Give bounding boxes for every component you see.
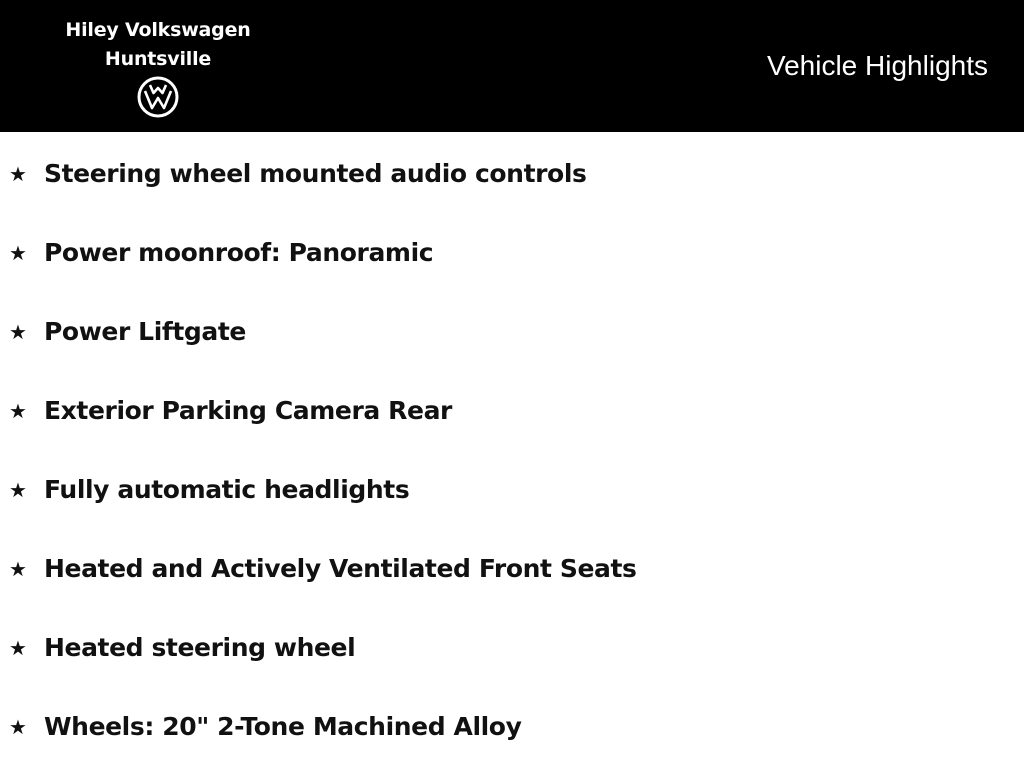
list-item xyxy=(0,371,1024,450)
star-icon: ★ xyxy=(9,556,27,581)
feature-label: Power moonroof: Panoramic xyxy=(44,237,434,267)
list-item xyxy=(0,529,1024,608)
star-icon: ★ xyxy=(9,319,27,344)
star-icon: ★ xyxy=(9,714,27,739)
star-icon: ★ xyxy=(9,635,27,660)
list-item xyxy=(0,687,1024,766)
highlights-list xyxy=(0,134,1024,766)
header-banner xyxy=(0,0,1024,132)
dealer-name xyxy=(58,16,258,74)
feature-label: Fully automatic headlights xyxy=(44,474,410,504)
star-icon: ★ xyxy=(9,477,27,502)
star-icon: ★ xyxy=(9,398,27,423)
page-title: Vehicle Highlights xyxy=(766,50,988,81)
vw-logo-icon xyxy=(137,76,179,118)
dealer-name-line1: Hiley Volkswagen xyxy=(65,19,251,41)
feature-label: Heated steering wheel xyxy=(44,632,356,662)
dealer-name-line2: Huntsville xyxy=(104,48,212,70)
feature-label: Wheels: 20" 2-Tone Machined Alloy xyxy=(44,711,522,741)
list-item xyxy=(0,213,1024,292)
list-item xyxy=(0,608,1024,687)
list-item xyxy=(0,292,1024,371)
feature-label: Steering wheel mounted audio controls xyxy=(44,158,587,188)
star-icon: ★ xyxy=(9,161,27,186)
feature-label: Exterior Parking Camera Rear xyxy=(44,395,452,425)
list-item xyxy=(0,134,1024,213)
feature-label: Heated and Actively Ventilated Front Seats xyxy=(44,553,637,583)
star-icon: ★ xyxy=(9,240,27,265)
feature-label: Power Liftgate xyxy=(44,316,246,346)
list-item xyxy=(0,450,1024,529)
